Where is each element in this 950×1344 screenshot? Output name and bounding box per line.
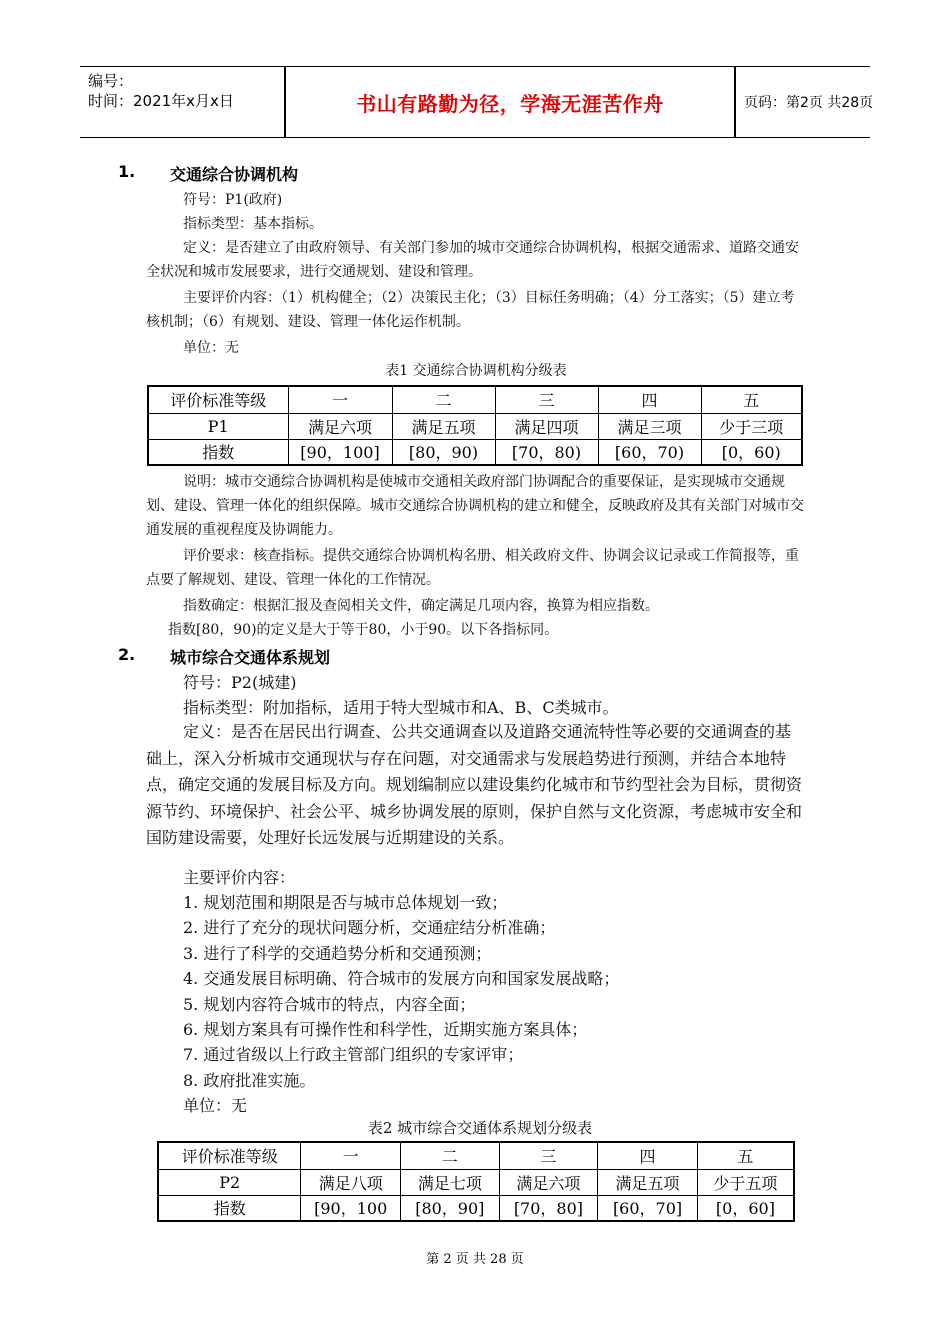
definition-paragraph: 定义：是否建立了由政府领导、有关部门参加的城市交通综合协调机构，根据交通需求、道路交通安全状况和城市发展要求，进行交通规划、建设和管理。 [146,240,799,280]
list-item: 3. 进行了科学的交通趋势分析和交通预测； [183,943,492,963]
serial-label: 编号： [88,72,134,90]
list-item: 6. 规划方案具有可操作性和科学性，近期实施方案具体； [183,1020,588,1040]
unit-line: 单位：无 [183,340,239,356]
table-cell: 四 [598,1142,698,1169]
list-item: 8. 政府批准实施。 [183,1070,316,1090]
table-cell: 三 [495,386,598,413]
table-cell: 满足八项 [301,1169,401,1195]
table-cell: 满足六项 [499,1169,598,1195]
table-cell: 评价标准等级 [158,1142,301,1169]
table-row [158,1195,794,1221]
table-cell: [80，90] [401,1195,500,1221]
table-header-row [158,1142,794,1169]
header-left [88,71,283,111]
page-header [80,66,874,138]
table-cell: 二 [401,1142,500,1169]
page-info: 页码：第2页 共28页 [744,95,874,111]
page-footer: 第 2 页 共 28 页 [426,1252,524,1267]
table-cell: 满足五项 [392,413,495,439]
table-row [148,439,802,465]
content-paragraph: 主要评价内容：（1）机构健全；（2）决策民主化；（3）目标任务明确；（4）分工落实；（5）建立考核机制；（6）有规划、建设、管理一体化运作机制。 [146,290,795,330]
table-cell: [90，100 [301,1195,401,1221]
table-cell: 三 [499,1142,598,1169]
table-cell: 满足七项 [401,1169,500,1195]
table-cell: 满足三项 [598,413,701,439]
table-cell: [60，70] [598,1195,698,1221]
table-cell: P1 [148,413,288,439]
table-header-row [148,386,802,413]
table-caption: 表1 交通综合协调机构分级表 [385,363,567,379]
section-number: 1. [118,162,136,181]
symbol-line: 符号：P1(政府) [183,192,283,208]
unit-line: 单位：无 [183,1096,248,1115]
table-cell: [0，60) [701,439,802,465]
table-cell: 少于五项 [697,1169,794,1195]
grading-table [157,1141,795,1222]
table-cell: 满足四项 [495,413,598,439]
table-cell: [90，100] [288,439,392,465]
table-cell: [80，90) [392,439,495,465]
list-item: 4. 交通发展目标明确、符合城市的发展方向和国家发展战略； [183,969,620,989]
determination-line: 指数确定：根据汇报及查阅相关文件，确定满足几项内容，换算为相应指数。 [183,598,659,614]
content-label: 主要评价内容： [183,868,296,887]
symbol-line: 符号：P2(城建) [183,673,297,692]
table-cell: 少于三项 [701,413,802,439]
explanation-paragraph: 说明：城市交通综合协调机构是使城市交通相关政府部门协调配合的重要保证，是实现城市交通规划、建设、管理一体化的组织保障。城市交通综合协调机构的建立和健全，反映政府及其有关部门对城市交通发展的重视程度及协调能力。 [146,474,804,538]
note-line: 指数[80，90)的定义是大于等于80，小于90。以下各指标同。 [168,622,559,638]
table-cell: 满足六项 [288,413,392,439]
list-item: 5. 规划内容符合城市的特点，内容全面； [183,994,476,1014]
table-cell: [70，80) [495,439,598,465]
table-cell: 二 [392,386,495,413]
list-item: 2. 进行了充分的现状问题分析，交通症结分析准确； [183,918,556,938]
table-cell: 指数 [148,439,288,465]
criteria-list [183,890,803,1093]
requirement-paragraph: 评价要求：核查指标。提供交通综合协调机构名册、相关政府文件、协调会议记录或工作简报等，重点要了解规划、建设、管理一体化的工作情况。 [146,548,799,588]
table-cell: 四 [598,386,701,413]
table-cell: P2 [158,1169,301,1195]
section-title: 城市综合交通体系规划 [170,648,331,667]
table-row [148,413,802,439]
section-number: 2. [118,645,136,664]
list-item: 1. 规划范围和期限是否与城市总体规划一致； [183,893,508,912]
type-line: 指标类型：附加指标，适用于特大型城市和A、B、C类城市。 [183,698,619,717]
header-divider [734,67,736,137]
table-cell: 评价标准等级 [148,386,288,413]
list-item: 7. 通过省级以上行政主管部门组织的专家评审； [183,1045,524,1065]
definition-paragraph: 定义：是否在居民出行调查、公共交通调查以及道路交通流特性等必要的交通调查的基础上，深入分析城市交通现状与存在问题，对交通需求与发展趋势进行预测，并结合本地特点，确定交通的发展目标及方向。规划编制应以建设集约化城市和节约型社会为目标，贯彻资源节约、环境保护、社会公平、城乡协调发展的原则，保护自然与文化资源，考虑城市安全和国防建设需要，处理好长远发展与近期建设的关系。 [146,722,803,847]
section-title: 交通综合协调机构 [170,165,299,184]
table-cell: [60，70) [598,439,701,465]
table-cell: 一 [301,1142,401,1169]
table-cell: [70，80] [499,1195,598,1221]
table-cell: 五 [697,1142,794,1169]
table-cell: 指数 [158,1195,301,1221]
grading-table [147,385,803,466]
table-cell: 五 [701,386,802,413]
table-row [158,1169,794,1195]
type-line: 指标类型：基本指标。 [183,216,323,232]
table-cell: 满足五项 [598,1169,698,1195]
table-caption: 表2 城市综合交通体系规划分级表 [367,1119,593,1137]
table-cell: [0，60] [697,1195,794,1221]
table-cell: 一 [288,386,392,413]
date-line: 时间：2021年x月x日 [88,92,234,110]
header-motto: 书山有路勤为径，学海无涯苦作舟 [356,91,664,116]
